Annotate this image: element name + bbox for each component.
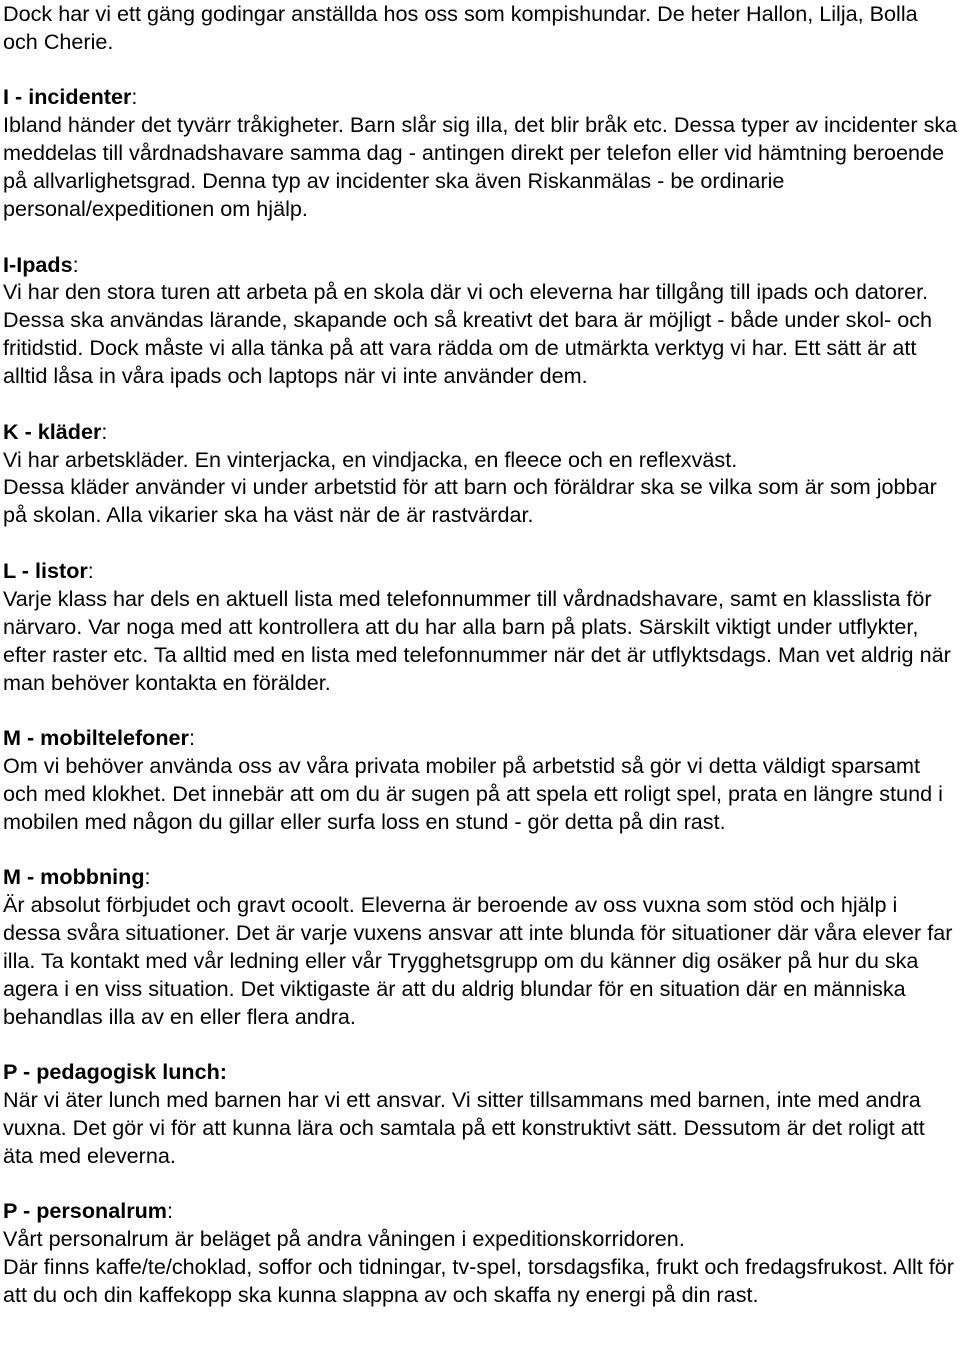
section-heading [3, 724, 958, 752]
heading-colon: : [87, 557, 94, 583]
section-listor [3, 557, 958, 697]
section-paragraph: När vi äter lunch med barnen har vi ett ansvar. Vi sitter tillsammans med barnen, inte med andra vuxna. Det gör vi för att kunna lära och samtala på ett konstruktivt sätt. Dessutom är det roligt att äta med eleverna. [3, 1087, 925, 1168]
section-title: I - incidenter [3, 84, 132, 110]
heading-colon: : [188, 725, 195, 750]
section-title: I-Ipads [3, 251, 73, 277]
heading-colon: : [131, 84, 138, 110]
section-mobbning [3, 863, 958, 1030]
section-personalrum [3, 1197, 958, 1309]
section-heading [3, 557, 958, 585]
intro-section [3, 0, 958, 56]
section-mobiltelefoner [3, 724, 958, 836]
section-paragraph: Vårt personalrum är beläget på andra våningen i expeditionskorridoren. [3, 1226, 685, 1252]
section-title: M - mobiltelefoner [3, 725, 189, 750]
section-paragraph: Vi har den stora turen att arbeta på en skola där vi och eleverna har tillgång till ipads och datorer. Dessa ska användas lärande, skapande och så kreativt det bara är möjligt - både under skol- och fritidstid. Dock måste vi alla tänka på att vara rädda om de utmärkta verktyg vi har. Ett sätt är att alltid låsa in våra ipads och laptops när vi inte använder dem. [3, 279, 933, 389]
section-paragraph: Varje klass har dels en aktuell lista med telefonnummer till vårdnadshavare, samt en klasslista för närvaro. Var noga med att kontrollera att du har alla barn på plats. Särskilt viktigt under utflykter, efter raster etc. Ta alltid med en lista med telefonnummer när det är utflyktsdags. Man vet aldrig när man behöver kontakta en förälder. [3, 585, 951, 695]
section-title: P - pedagogisk lunch: [3, 1059, 227, 1085]
section-incidenter [3, 83, 958, 223]
section-heading [3, 83, 958, 111]
section-paragraph: Är absolut förbjudet och gravt ocoolt. Eleverna är beroende av oss vuxna som stöd och hjälp i dessa svåra situationer. Det är varje vuxens ansvar att inte blunda för situationer där våra elever far illa. Ta kontakt med vår ledning eller vår Trygghetsgrupp om du känner dig osäker på hur du ska agera i en viss situation. Det viktigaste är att du aldrig blundar för en situation där en människa behandlas illa av en eller flera andra. [3, 892, 953, 1029]
section-paragraph: Vi har arbetskläder. En vinterjacka, en vindjacka, en fleece och en reflexväst. [3, 446, 738, 472]
section-title: K - kläder [3, 418, 102, 444]
section-paragraph: Om vi behöver använda oss av våra privata mobiler på arbetstid så gör vi detta väldigt sparsamt och med klokhet. Det innebär att om du är sugen på att spela ett roligt spel, prata en längre stund i mobilen med någon du gillar eller surfa loss en stund - gör detta på din rast. [3, 752, 943, 834]
section-heading [3, 863, 958, 891]
section-klader [3, 418, 958, 530]
section-pedagogisk-lunch [3, 1058, 958, 1170]
section-paragraph: Ibland händer det tyvärr tråkigheter. Barn slår sig illa, det blir bråk etc. Dessa typer av incidenter ska meddelas till vårdnadshavare samma dag - antingen direkt per telefon eller vid hämtning beroende på allvarlighetsgrad. Denna typ av incidenter ska även Riskanmälas - be ordinarie personal/expeditionen om hjälp. [3, 112, 958, 222]
heading-colon: : [72, 251, 79, 277]
heading-colon: : [101, 418, 108, 444]
heading-colon: : [144, 864, 151, 890]
section-paragraph: Där finns kaffe/te/choklad, soffor och tidningar, tv-spel, torsdagsfika, frukt och fredagsfrukost. Allt för att du och din kaffekopp ska kunna slappna av och skaffa ny energi på din rast. [3, 1254, 954, 1308]
section-ipads [3, 251, 958, 391]
section-heading [3, 1197, 958, 1225]
section-title: P - personalrum [3, 1198, 167, 1224]
intro-paragraph: Dock har vi ett gäng godingar anställda hos oss som kompishundar. De heter Hallon, Lilja, Bolla och Cherie. [3, 1, 918, 54]
section-heading [3, 251, 958, 279]
section-title: L - listor [3, 557, 88, 583]
section-paragraph: Dessa kläder använder vi under arbetstid för att barn och föräldrar ska se vilka som är som jobbar på skolan. Alla vikarier ska ha väst när de är rastvärdar. [3, 474, 937, 528]
document-page [3, 0, 958, 1337]
section-title: M - mobbning [3, 864, 145, 890]
section-heading [3, 418, 958, 446]
section-heading [3, 1058, 958, 1086]
heading-colon: : [167, 1198, 173, 1224]
